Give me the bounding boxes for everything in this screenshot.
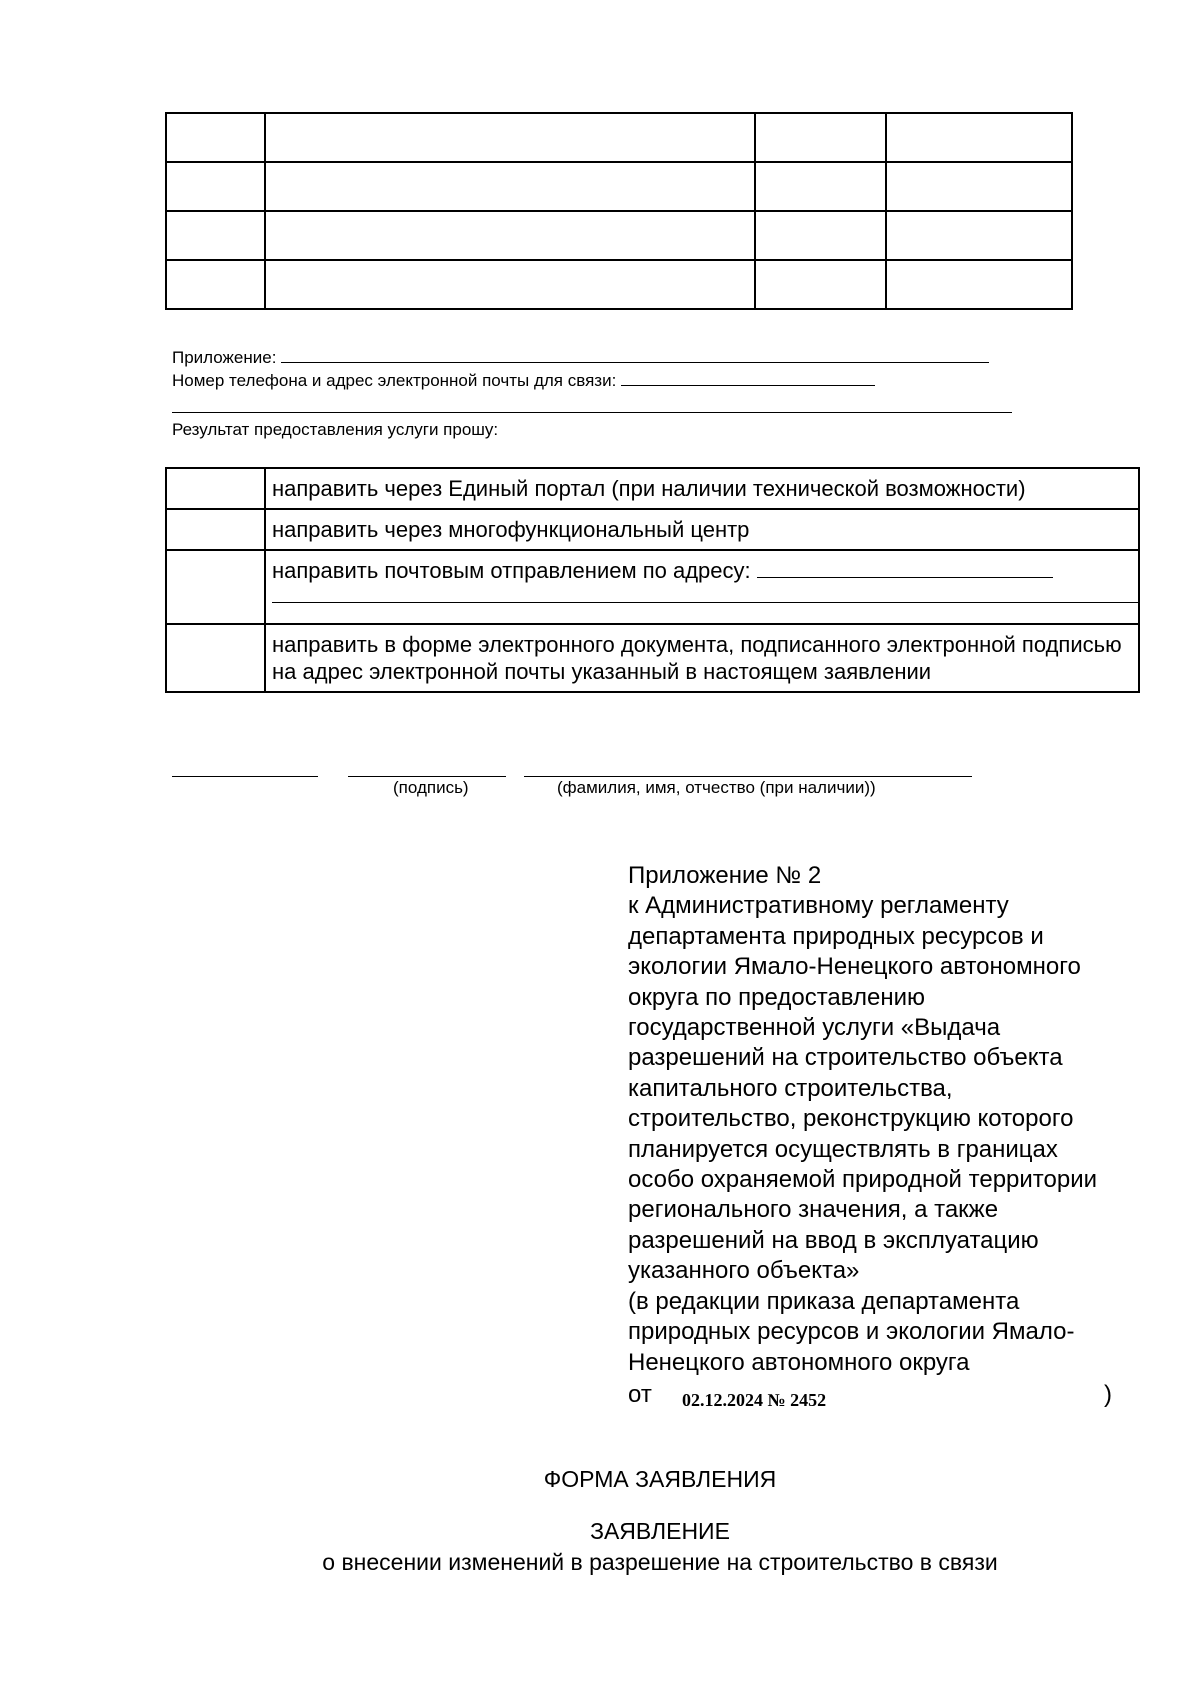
table-cell	[886, 211, 1072, 260]
option-text: направить почтовым отправлением по адресу:	[272, 558, 751, 583]
attachment-blank[interactable]	[281, 346, 989, 363]
order-date-number: 02.12.2024 № 2452	[682, 1389, 827, 1410]
appendix-line: Приложение № 2	[628, 862, 822, 889]
closing-paren: )	[1104, 1380, 1112, 1408]
table-cell	[166, 162, 265, 211]
appendix-line: планируется осуществлять в границах	[628, 1135, 1058, 1163]
table-cell	[886, 260, 1072, 309]
attachment-label: Приложение:	[172, 348, 277, 367]
table-row	[166, 162, 1072, 211]
appendix-line: регионального значения, а также	[628, 1196, 999, 1224]
option-checkbox[interactable]	[166, 550, 265, 624]
order-date-line	[628, 1378, 1168, 1410]
contact-continuation-line[interactable]	[172, 412, 1012, 413]
statement-subtitle: о внесении изменений в разрешение на строительство в связи	[322, 1549, 998, 1575]
form-heading: ФОРМА ЗАЯВЛЕНИЯ	[543, 1466, 777, 1492]
option-text: направить через многофункциональный центр	[265, 509, 1139, 550]
contact-blank[interactable]	[621, 369, 875, 386]
option-text: направить в форме электронного документа, подписанного электронной подписью на адрес электронной почты указанный в настоящем заявлении	[265, 624, 1139, 692]
option-checkbox[interactable]	[166, 624, 265, 692]
table-row	[166, 211, 1072, 260]
table-cell	[265, 211, 755, 260]
table-row	[166, 550, 1139, 624]
appendix-line: капитального строительства,	[628, 1074, 953, 1102]
result-label: Результат предоставления услуги прошу:	[172, 420, 499, 439]
contact-field	[172, 369, 875, 392]
table-cell	[166, 211, 265, 260]
postal-address-blank[interactable]	[757, 557, 1053, 578]
appendix-line: к Административному регламенту	[628, 892, 1009, 920]
appendix-line: округа по предоставлению	[628, 983, 925, 1011]
appendix-line: разрешений на строительство объекта	[628, 1044, 1063, 1072]
appendix-note	[628, 861, 1168, 1410]
appendix-line: особо охраняемой природной территории	[628, 1166, 1098, 1194]
appendix-line: государственной услуги «Выдача	[628, 1014, 1001, 1042]
postal-address-blank-line[interactable]	[272, 590, 1138, 603]
appendix-line: указанного объекта»	[628, 1257, 860, 1285]
table-cell	[265, 162, 755, 211]
delivery-options-table	[165, 467, 1140, 693]
table-row	[166, 468, 1139, 509]
appendix-line: экологии Ямало-Ненецкого автономного	[628, 953, 1081, 981]
table-row	[166, 509, 1139, 550]
name-line[interactable]	[524, 776, 972, 777]
table-cell	[886, 113, 1072, 162]
table-cell	[265, 260, 755, 309]
table-row	[166, 113, 1072, 162]
option-text-cell	[265, 550, 1139, 624]
option-text: направить через Единый портал (при наличии технической возможности)	[265, 468, 1139, 509]
date-line[interactable]	[172, 776, 318, 777]
signature-caption: (подпись)	[393, 778, 469, 797]
from-label: от	[628, 1380, 652, 1408]
option-checkbox[interactable]	[166, 509, 265, 550]
table-cell	[166, 113, 265, 162]
table-cell	[755, 260, 886, 309]
appendix-line: департамента природных ресурсов и	[628, 922, 1044, 950]
table-cell	[755, 162, 886, 211]
statement-title: ЗАЯВЛЕНИЕ	[590, 1518, 730, 1544]
appendix-line: (в редакции приказа департамента	[628, 1287, 1020, 1315]
name-caption: (фамилия, имя, отчество (при наличии))	[557, 778, 876, 797]
appendix-line: природных ресурсов и экологии Ямало-	[628, 1318, 1075, 1346]
appendix-line: Ненецкого автономного округа	[628, 1348, 970, 1376]
table-cell	[886, 162, 1072, 211]
table-cell	[166, 260, 265, 309]
table-row	[166, 260, 1072, 309]
applicant-table	[165, 112, 1073, 310]
table-cell	[755, 113, 886, 162]
table-row	[166, 624, 1139, 692]
attachment-field	[172, 346, 989, 369]
appendix-line: разрешений на ввод в эксплуатацию	[628, 1226, 1039, 1254]
table-cell	[755, 211, 886, 260]
appendix-line: строительство, реконструкцию которого	[628, 1105, 1074, 1133]
table-cell	[265, 113, 755, 162]
signature-line[interactable]	[348, 776, 506, 777]
contact-label: Номер телефона и адрес электронной почты для связи:	[172, 371, 617, 390]
option-checkbox[interactable]	[166, 468, 265, 509]
